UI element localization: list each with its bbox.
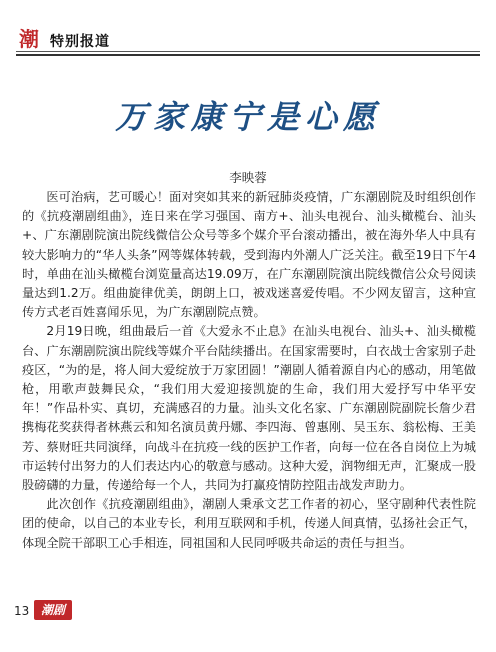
article-paragraph: 医可治病，艺可暖心！面对突如其来的新冠肺炎疫情，广东潮剧院及时组织创作的《抗疫潮剧组曲》，连日来在学习强国、南方+、汕头电视台、汕头橄榄台、汕头+、广东潮剧院演出院线微信公众号等多个媒介平台滚动播出，被在海外华人中具有较大影响力的“华人头条”网等媒体转载，受到海内外潮人广泛关注。截至19日下午4时，单曲在汕头橄榄台浏览量高达19.09万，在广东潮剧院演出院线微信公众号阅读量达到1.2万。组曲旋律优美，朗朗上口，被戏迷喜爱传唱。不少网友留言，这种宣传方式老百姓喜闻乐见，为广东潮剧院点赞。 xyxy=(22,190,476,320)
article-paragraph: 此次创作《抗疫潮剧组曲》，潮剧人秉承文艺工作者的初心，坚守剧种代表性院团的使命，以自己的本业专长，利用互联网和手机，传递人间真情，弘扬社会正气，体现全院干部职工心手相连，同祖国和人民同呼吸共命运的责任与担当。 xyxy=(22,497,476,550)
chaoju-seal-logo: 潮 xyxy=(19,27,39,51)
footer-chaoju-logo: 潮剧 xyxy=(34,600,72,620)
page-header xyxy=(0,0,496,52)
article-author: 李映蓉 xyxy=(229,170,267,185)
page-number: 13 xyxy=(14,604,30,618)
article-body xyxy=(22,188,476,553)
article-paragraph: 2月19日晚，组曲最后一首《大爱永不止息》在汕头电视台、汕头+、汕头橄榄台、广东潮剧院演出院线等媒介平台陆续播出。在国家需要时，白衣战士舍家别子赴疫区，“为的是，将人间大爱绽放于万家团圆！”潮剧人循着源自内心的感动，用笔做枪，用歌声鼓舞民众，“我们用大爱迎接凯旋的生命，我们用大爱抒写中华平安年！”作品朴实、真切，充满感召的力量。汕头文化名家、广东潮剧院副院长詹少君携梅花奖获得者林燕云和知名演员黄丹娜、李四海、曾惠刚、吴玉东、翁松梅、王美芳、蔡财旺共同演绎，向战斗在抗疫一线的医护工作者，向每一位在各自岗位上为城市运转付出努力的人们表达内心的敬意与感动。这种大爱，润物细无声，汇聚成一股股磅礴的力量，传递给每一个人，共同为打赢疫情防控阻击战发声助力。 xyxy=(22,324,476,493)
header-rule-thick xyxy=(16,54,480,56)
section-title: 特别报道 xyxy=(50,34,110,50)
article-headline: 万家康宁是心愿 xyxy=(114,98,381,136)
header-rule-thin xyxy=(16,51,480,52)
